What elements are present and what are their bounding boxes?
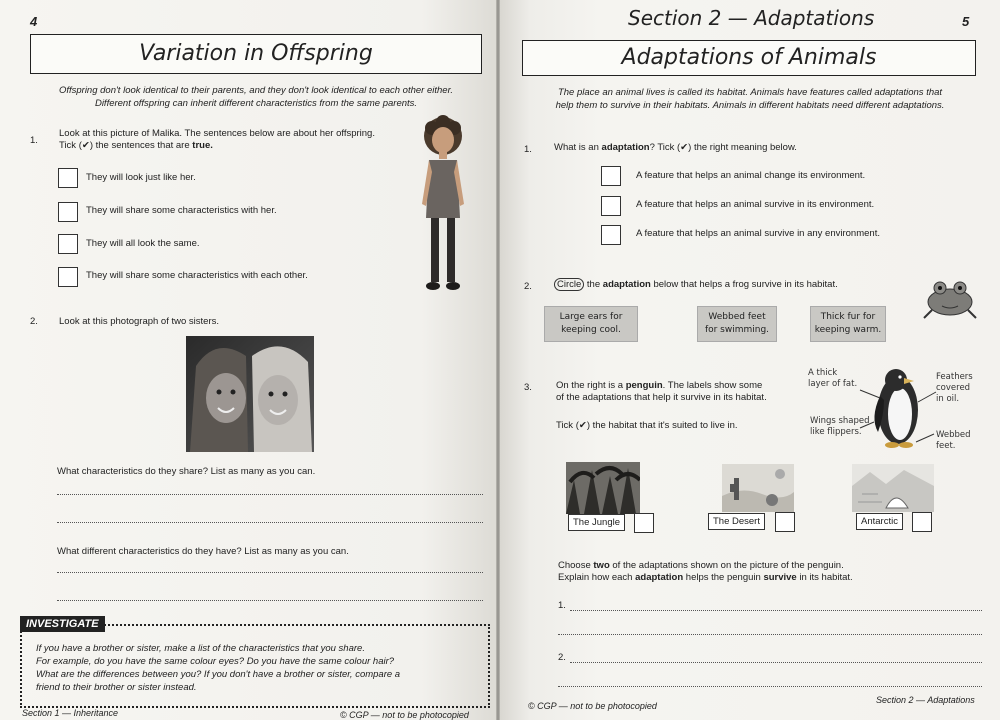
r-checkbox-option-3[interactable] [601,225,621,245]
r-question-3-number: 3. [524,382,532,393]
checkbox-habitat-desert[interactable] [775,512,795,532]
checkbox-option-2[interactable] [58,202,78,222]
antarctic-picture [852,464,934,512]
choice-large-ears-line1: Large ears for [559,312,623,322]
option-2-label: They will share some characteristics with her. [86,205,277,216]
r-question-1-prefix: What is an [554,142,602,153]
choice-webbed-feet-line1: Webbed feet [708,312,766,322]
intro-right-line1: The place an animal lives is called its habitat. Animals have features called adaptations that [557,87,943,98]
jungle-picture [566,462,640,514]
label-oily-feathers [936,372,973,405]
choose-bold: two [593,560,610,571]
r-question-2-text [554,279,838,291]
page-number-left: 4 [30,14,38,29]
footer-right-section: Section 2 — Adaptations [876,695,975,705]
share-question: What characteristics do they share? List as many as you can. [57,466,316,477]
checkbox-option-3[interactable] [58,234,78,254]
answer-line-1b[interactable] [558,634,982,635]
label-webbed-feet-line1: Webbed [936,430,971,440]
label-thick-fat-line2: layer of fat. [808,379,858,389]
page-title-right: Adaptations of Animals [522,40,976,76]
book-spine [496,0,500,720]
explain-prefix: Explain how each [558,572,636,583]
answer-line-share-2[interactable] [57,522,483,523]
label-oily-feathers-line3: in oil. [936,394,960,404]
label-webbed-feet [936,430,971,452]
question-1-line1: Look at this picture of Malika. The sentences below are about her offspring. [59,128,375,139]
explain-suffix: in its habitat. [796,572,853,583]
r-question-1-number: 1. [524,144,532,155]
footer-left-section: Section 1 — Inheritance [22,708,119,718]
r-question-2-bold: adaptation [602,279,651,290]
label-flipper-wings-line1: Wings shaped [810,416,870,426]
malika-illustration [412,114,474,296]
checkbox-habitat-jungle[interactable] [634,513,654,533]
r-question-2-mid: the [584,279,603,290]
question-1-line2-bold: true. [192,140,213,151]
r-question-1-suffix: ? Tick (✔) the right meaning below. [649,142,797,153]
page-number-right: 5 [962,14,970,29]
sisters-photo [186,336,314,452]
label-webbed-feet-line2: feet. [936,441,956,451]
question-2-number: 2. [30,316,38,327]
page-title-left: Variation in Offspring [30,34,482,74]
option-1-label: They will look just like her. [86,172,196,183]
footer-right-copyright: © CGP — not to be photocopied [528,701,657,711]
r-question-3-prefix: On the right is a [556,380,626,391]
investigate-line-4: friend to their brother or sister instead. [36,682,197,693]
choose-prefix: Choose [558,560,594,571]
r-option-2-label: A feature that helps an animal survive in its environment. [636,199,875,210]
answer-line-share-1[interactable] [57,494,483,495]
r-option-1-label: A feature that helps an animal change its environment. [636,170,866,181]
r-question-1-bold: adaptation [601,142,650,153]
r-question-3-bold: penguin [625,380,663,391]
r-question-3-text [556,380,767,404]
habitat-label-antarctic: Antarctic [856,513,903,530]
explain-mid: helps the penguin [683,572,764,583]
choice-webbed-feet-line2: for swimming. [704,325,770,335]
question-1-line2 [59,140,419,152]
different-question: What different characteristics do they have? List as many as you can. [57,546,349,557]
r-checkbox-option-1[interactable] [601,166,621,186]
label-flipper-wings [810,416,870,438]
answer-line-2a[interactable] [570,662,982,663]
choose-two-text [558,560,853,584]
tick-habitat-text: Tick (✔) the habitat that it's suited to live in. [556,420,738,431]
r-checkbox-option-2[interactable] [601,196,621,216]
question-2-text: Look at this photograph of two sisters. [59,316,220,327]
answer-number-1: 1. [558,600,566,611]
investigate-tag: INVESTIGATE [20,616,105,632]
choice-webbed-feet[interactable] [697,306,777,342]
r-question-1-text [554,142,797,154]
frog-illustration [920,276,980,320]
choice-large-ears-line2: keeping cool. [561,325,621,335]
investigate-line-3: What are the differences between you? If you don't have a brother or sister, compare a [36,669,401,680]
intro-left-line2: Different offspring can inherit different characteristics from the same parents. [94,98,418,109]
label-oily-feathers-line2: covered [936,383,971,393]
choice-thick-fur-line2: keeping warm. [814,325,882,335]
r-question-3-line1 [556,380,767,392]
circle-word: Circle [554,278,584,291]
explain-bold-2: survive [763,572,797,583]
left-page [0,0,496,720]
answer-line-1a[interactable] [570,610,982,611]
answer-line-different-1[interactable] [57,572,483,573]
option-3-label: They will all look the same. [86,238,200,249]
footer-left-copyright: © CGP — not to be photocopied [340,710,469,720]
answer-line-2b[interactable] [558,686,982,687]
r-option-3-label: A feature that helps an animal survive in any environment. [636,228,880,239]
desert-picture [722,464,794,512]
intro-right [518,86,982,112]
r-question-3-suffix: . The labels show some [662,380,763,391]
checkbox-option-1[interactable] [58,168,78,188]
choose-line [558,560,853,572]
question-1-number: 1. [30,135,38,146]
label-flipper-wings-line2: like flippers. [810,427,862,437]
investigate-line-2: For example, do you have the same colour eyes? Do you have the same colour hair? [36,656,395,667]
intro-left [28,84,484,110]
option-4-label: They will share some characteristics with each other. [86,270,308,281]
intro-right-line2: help them to survive in their habitats. Animals in different habitats need different adaptations. [555,100,945,111]
r-question-3-line2: of the adaptations that help it survive in its habitat. [556,392,767,403]
answer-line-different-2[interactable] [57,600,483,601]
choose-suffix: of the adaptations shown on the picture of the penguin. [609,560,844,571]
choice-thick-fur-line1: Thick fur for [820,312,876,322]
investigate-line-1: If you have a brother or sister, make a list of the characteristics that you share. [36,643,365,654]
choice-thick-fur[interactable] [810,306,886,342]
checkbox-option-4[interactable] [58,267,78,287]
question-1-text [59,128,419,152]
choice-large-ears[interactable] [544,306,638,342]
answer-number-2: 2. [558,652,566,663]
r-question-2-number: 2. [524,281,532,292]
label-oily-feathers-line1: Feathers [936,372,973,382]
section-header: Section 2 — Adaptations [628,6,875,30]
explain-line [558,572,853,584]
label-thick-fat-line1: A thick [808,368,838,378]
investigate-text [36,642,476,694]
label-thick-fat [808,368,857,390]
explain-bold-1: adaptation [635,572,684,583]
habitat-label-desert: The Desert [708,513,765,530]
checkbox-habitat-antarctic[interactable] [912,512,932,532]
question-1-line2-prefix: Tick (✔) the sentences that are [59,140,193,151]
habitat-label-jungle: The Jungle [568,514,625,531]
r-question-2-suffix: below that helps a frog survive in its habitat. [650,279,838,290]
intro-left-line1: Offspring don't look identical to their parents, and they don't look identical to each other either. [58,85,454,96]
right-page [500,0,1000,720]
